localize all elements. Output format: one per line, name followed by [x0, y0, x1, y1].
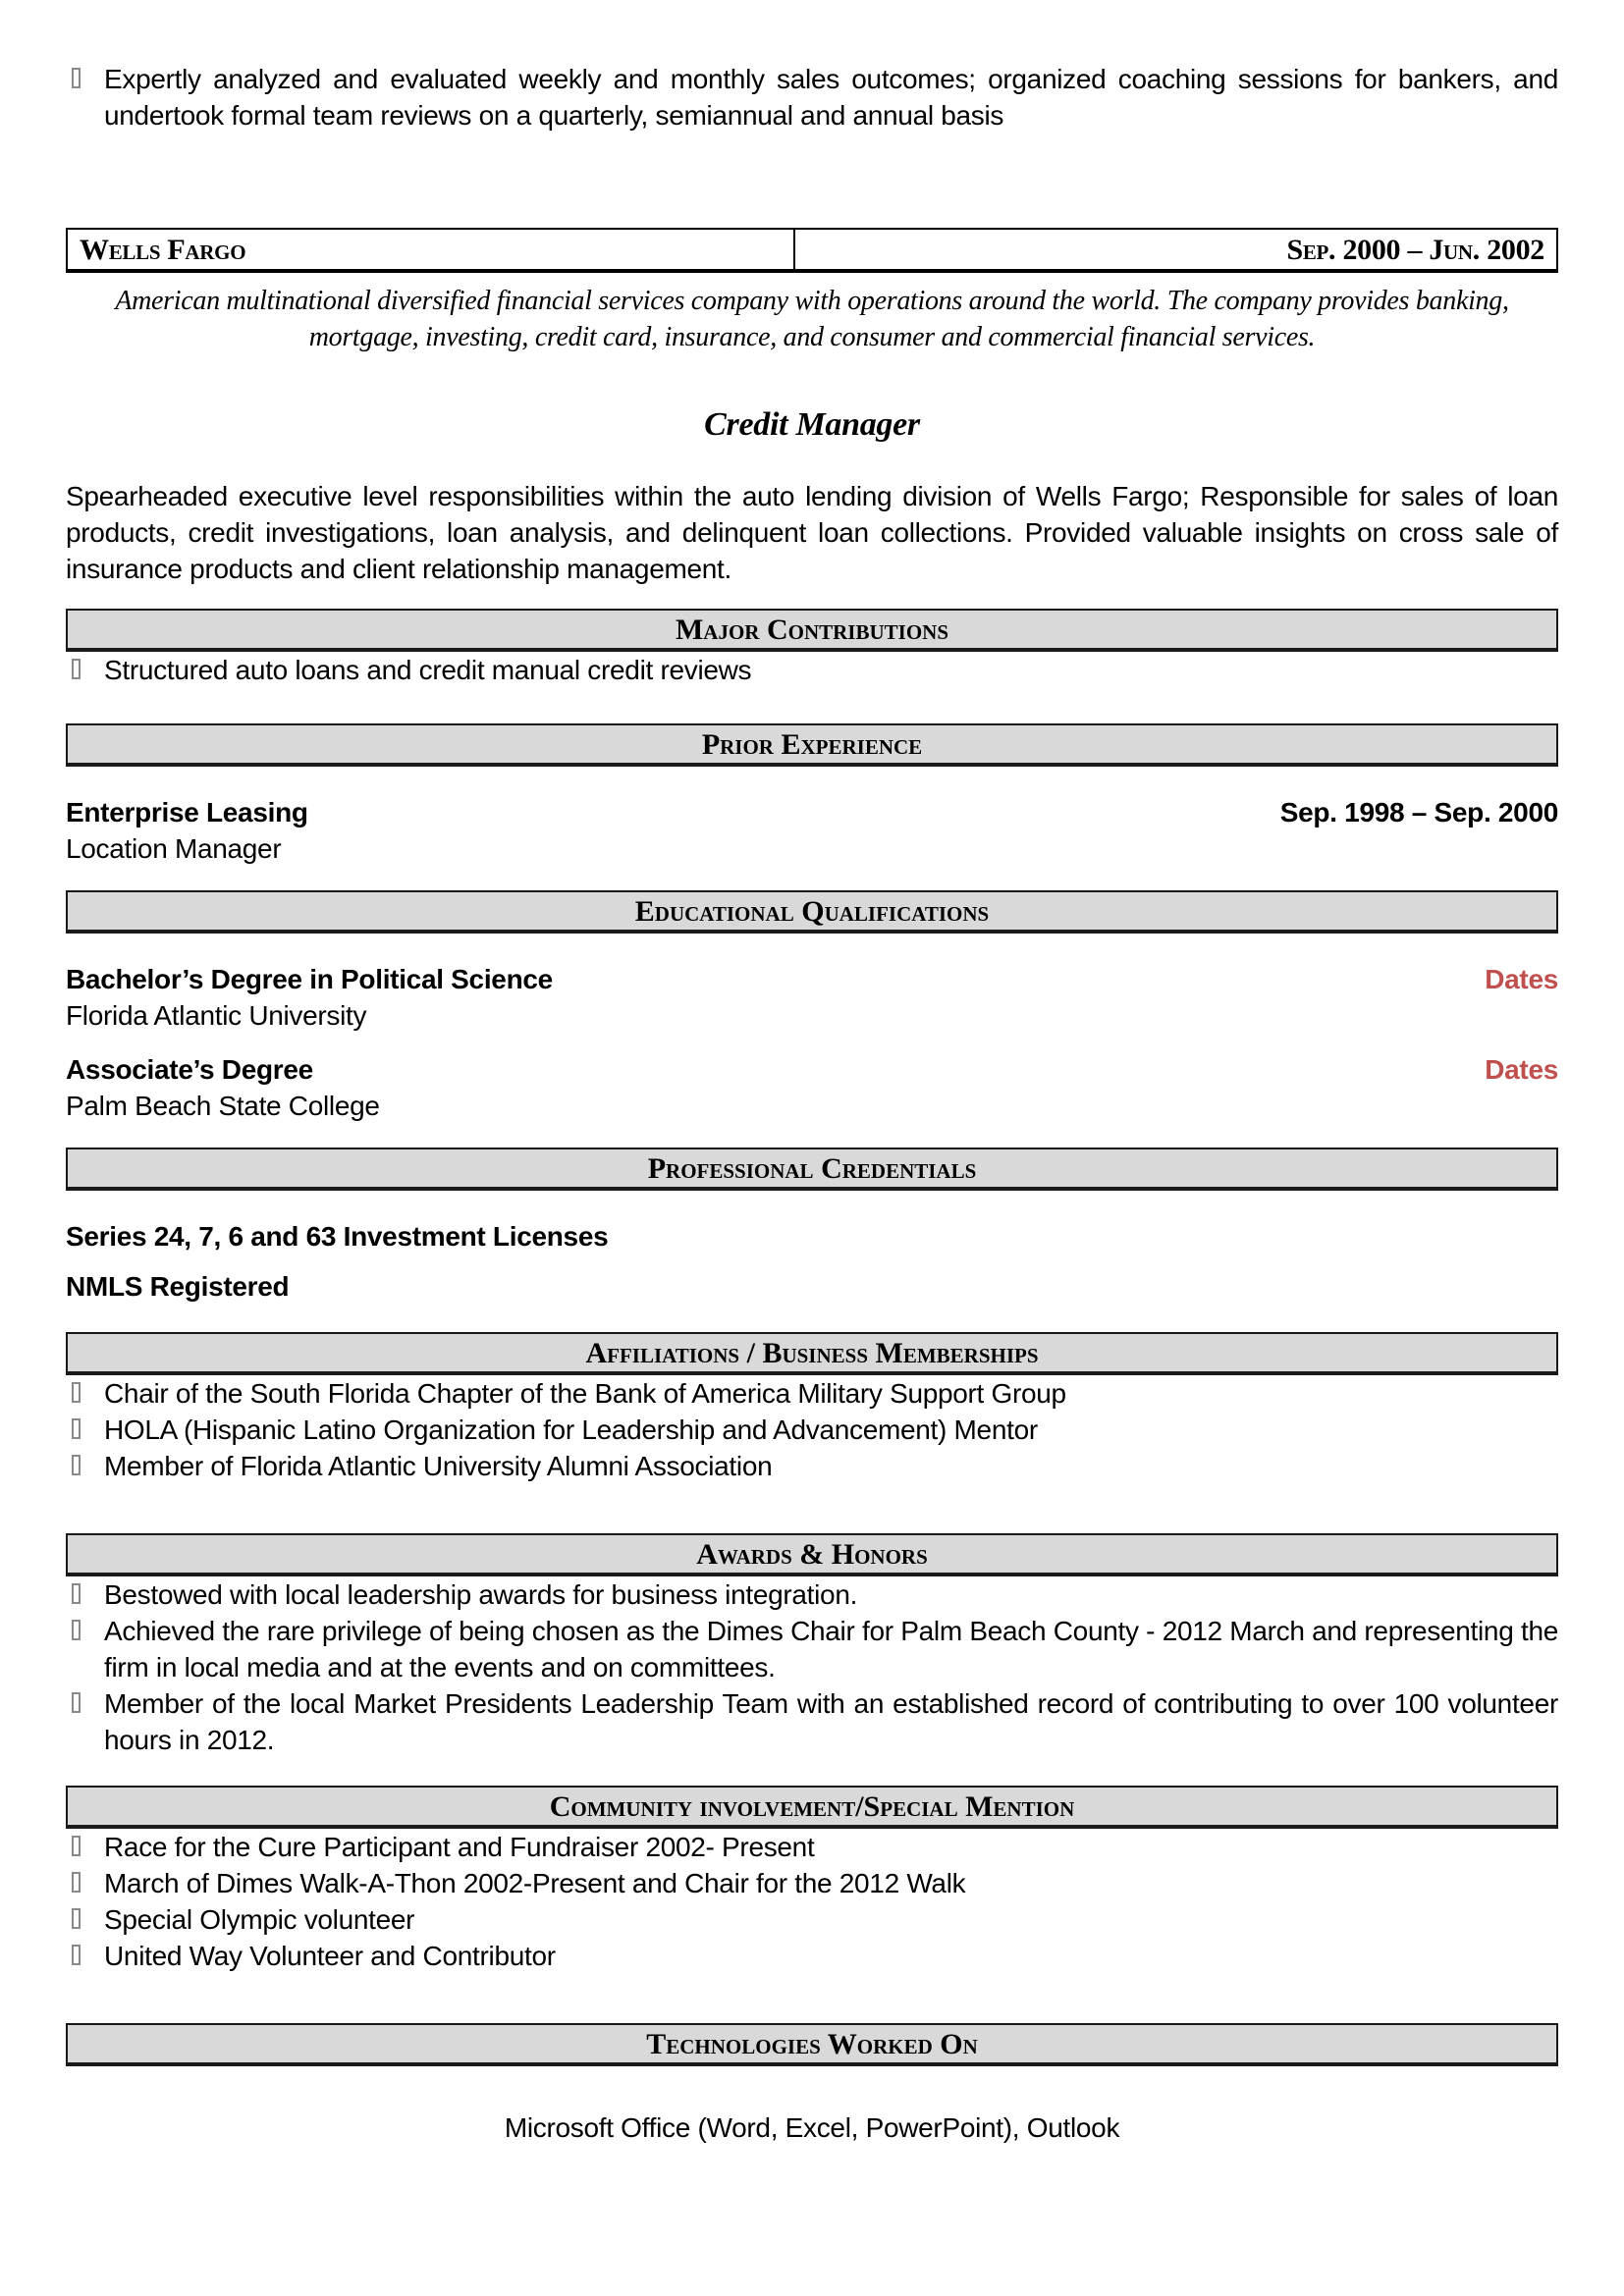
community-list [66, 1829, 1558, 1974]
list-item [66, 1412, 1558, 1448]
bullet-placeholder-icon [72, 1872, 81, 1893]
employer-name: Wells Fargo [68, 230, 795, 269]
prior-role: Location Manager [66, 833, 282, 864]
employer-header-row [66, 228, 1558, 273]
community-text: Race for the Cure Participant and Fundraiser 2002- Present [104, 1832, 815, 1862]
employer-dates: Sep. 2000 – Jun. 2002 [1286, 233, 1544, 266]
bullet-placeholder-icon [72, 68, 81, 88]
bullet-placeholder-icon [72, 1836, 81, 1856]
school-name: Palm Beach State College [66, 1091, 380, 1121]
list-item [66, 1901, 1558, 1938]
bullet-placeholder-icon [72, 659, 81, 679]
degree-name: Bachelor’s Degree in Political Science [66, 964, 553, 994]
award-text: Bestowed with local leadership awards for business integration. [104, 1579, 858, 1610]
credential-item: NMLS Registered [66, 1271, 290, 1302]
company-description: American multinational diversified financial services company with operations around the world. The company provides banking, mortgage, investing, credit card, insurance, and consumer and commercial financial services. [115, 286, 1509, 352]
role-summary: Spearheaded executive level responsibilities within the auto lending division of Wells Fargo; Responsible for sales of loan products, credit investigations, loan analysis, and delinquent loan collections. Provided valuable insights on cross sale of insurance products and client relationship management. [66, 481, 1558, 584]
awards-list [66, 1576, 1558, 1758]
section-header-affiliations: Affiliations / Business Memberships [66, 1332, 1558, 1375]
prior-experience-header [66, 794, 1558, 830]
bullet-placeholder-icon [72, 1620, 81, 1640]
section-header-technologies: Technologies Worked On [66, 2023, 1558, 2066]
section-header-education: Educational Qualifications [66, 890, 1558, 934]
intro-bullet-list [66, 61, 1558, 133]
technologies-text: Microsoft Office (Word, Excel, PowerPoint), Outlook [504, 2112, 1120, 2143]
section-header-major-contributions: Major Contributions [66, 609, 1558, 652]
degree-name: Associate’s Degree [66, 1054, 313, 1085]
list-item [66, 652, 1558, 688]
community-text: Special Olympic volunteer [104, 1904, 415, 1935]
school-name: Florida Atlantic University [66, 1000, 367, 1031]
affiliation-text: Member of Florida Atlantic University Alumni Association [104, 1451, 773, 1481]
section-header-community: Community involvement/Special Mention [66, 1786, 1558, 1829]
education-entry [66, 1051, 1558, 1124]
major-contribution-text: Structured auto loans and credit manual credit reviews [104, 655, 752, 685]
education-header [66, 1051, 1558, 1088]
affiliations-list [66, 1375, 1558, 1484]
degree-dates: Dates [1485, 1054, 1558, 1085]
list-item [66, 61, 1558, 133]
prior-dates: Sep. 1998 – Sep. 2000 [1279, 797, 1558, 828]
list-item [66, 1448, 1558, 1484]
degree-dates: Dates [1485, 964, 1558, 994]
section-header-awards: Awards & Honors [66, 1533, 1558, 1576]
bullet-placeholder-icon [72, 1455, 81, 1475]
education-entry [66, 961, 1558, 1034]
list-item [66, 1576, 1558, 1613]
community-text: United Way Volunteer and Contributor [104, 1941, 556, 1971]
bullet-placeholder-icon [72, 1418, 81, 1439]
affiliation-text: HOLA (Hispanic Latino Organization for Leadership and Advancement) Mentor [104, 1415, 1038, 1445]
award-text: Achieved the rare privilege of being chosen as the Dimes Chair for Palm Beach County - 2012 March and representing the firm in local media and at the events and on committees. [104, 1616, 1558, 1682]
section-header-prior-experience: Prior Experience [66, 723, 1558, 767]
list-item [66, 1829, 1558, 1865]
job-title: Credit Manager [704, 406, 920, 443]
prior-experience-entry [66, 794, 1558, 867]
prior-company: Enterprise Leasing [66, 797, 308, 828]
bullet-placeholder-icon [72, 1583, 81, 1604]
section-header-credentials: Professional Credentials [66, 1148, 1558, 1191]
list-item [66, 1865, 1558, 1901]
credential-item: Series 24, 7, 6 and 63 Investment Licenses [66, 1221, 609, 1252]
intro-bullet-text: Expertly analyzed and evaluated weekly and monthly sales outcomes; organized coaching sessions for bankers, and undertook formal team reviews on a quarterly, semiannual and annual basis [104, 64, 1558, 131]
bullet-placeholder-icon [72, 1945, 81, 1965]
list-item [66, 1685, 1558, 1758]
bullet-placeholder-icon [72, 1908, 81, 1929]
award-text: Member of the local Market Presidents Leadership Team with an established record of contributing to over 100 volunteer hours in 2012. [104, 1688, 1558, 1755]
bullet-placeholder-icon [72, 1692, 81, 1713]
community-text: March of Dimes Walk-A-Thon 2002-Present and Chair for the 2012 Walk [104, 1868, 966, 1898]
affiliation-text: Chair of the South Florida Chapter of the Bank of America Military Support Group [104, 1378, 1066, 1409]
list-item [66, 1375, 1558, 1412]
education-header [66, 961, 1558, 997]
list-item [66, 1613, 1558, 1685]
bullet-placeholder-icon [72, 1382, 81, 1403]
list-item [66, 1938, 1558, 1974]
major-contributions-list [66, 652, 1558, 688]
